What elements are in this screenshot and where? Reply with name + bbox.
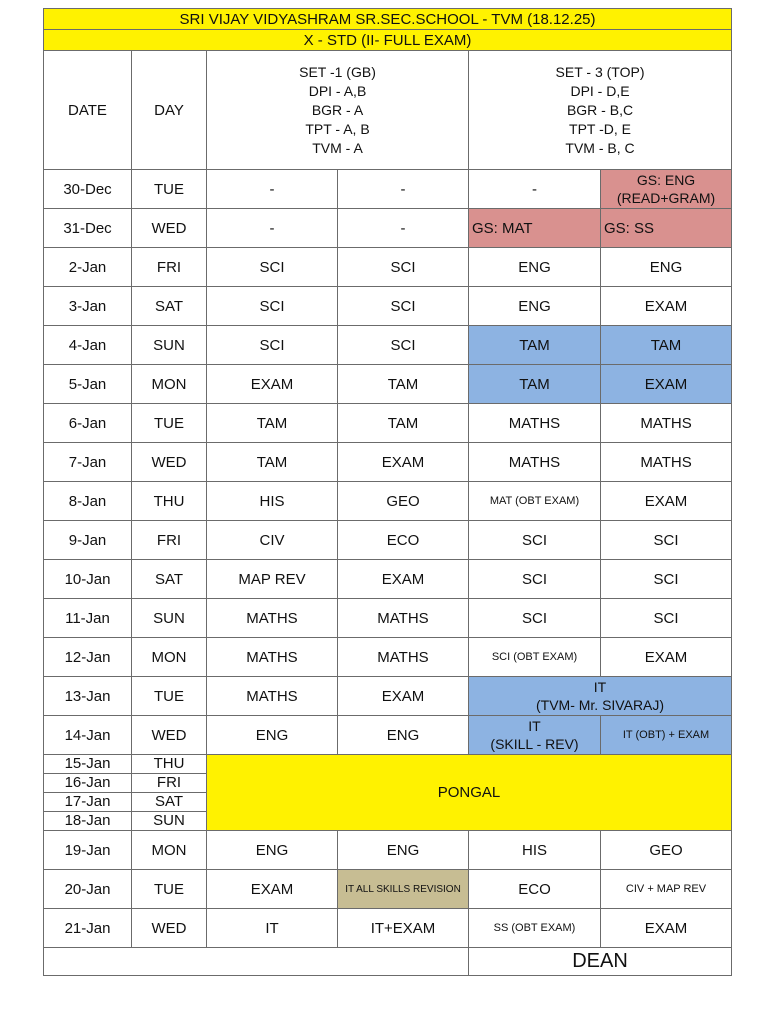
set1-cell: TAM bbox=[338, 404, 469, 443]
set3-cell: CIV + MAP REV bbox=[601, 870, 732, 909]
set1-cell: SCI bbox=[207, 287, 338, 326]
day-cell: TUE bbox=[132, 404, 207, 443]
day-cell: SUN bbox=[132, 599, 207, 638]
day-cell: WED bbox=[132, 443, 207, 482]
set3-cell-gs-ss: GS: SS bbox=[601, 209, 732, 248]
date-cell: 10-Jan bbox=[44, 560, 132, 599]
school-title: SRI VIJAY VIDYASHRAM SR.SEC.SCHOOL - TVM (18.12.25) bbox=[44, 9, 732, 30]
day-cell: FRI bbox=[132, 248, 207, 287]
set3-line: SET - 3 (TOP) bbox=[555, 63, 645, 80]
set1-cell: EXAM bbox=[338, 560, 469, 599]
set1-cell: EXAM bbox=[338, 443, 469, 482]
table-row bbox=[44, 365, 732, 404]
timetable-sheet bbox=[43, 8, 731, 976]
set3-line: TPT -D, E bbox=[569, 120, 631, 137]
date-cell: 14-Jan bbox=[44, 716, 132, 755]
day-cell: WED bbox=[132, 209, 207, 248]
set1-cell: MATHS bbox=[338, 599, 469, 638]
set1-cell: TAM bbox=[207, 404, 338, 443]
day-cell: THU bbox=[132, 755, 207, 774]
set1-cell: MATHS bbox=[207, 599, 338, 638]
day-cell: THU bbox=[132, 482, 207, 521]
set1-cell: MATHS bbox=[207, 677, 338, 716]
day-cell: MON bbox=[132, 831, 207, 870]
set3-cell: SCI bbox=[601, 599, 732, 638]
set1-cell: MAP REV bbox=[207, 560, 338, 599]
set1-cell: MATHS bbox=[338, 638, 469, 677]
date-cell: 18-Jan bbox=[44, 812, 132, 831]
table-row bbox=[44, 638, 732, 677]
set3-cell: MATHS bbox=[601, 443, 732, 482]
set1-cell: ENG bbox=[338, 831, 469, 870]
set3-cell: SCI bbox=[469, 599, 601, 638]
date-cell: 17-Jan bbox=[44, 793, 132, 812]
set1-cell-it-revision: IT ALL SKILLS REVISION bbox=[338, 870, 469, 909]
set1-cell: - bbox=[338, 170, 469, 209]
set3-cell: TAM bbox=[469, 326, 601, 365]
set1-header bbox=[207, 51, 469, 170]
set1-cell: SCI bbox=[338, 248, 469, 287]
table-row bbox=[44, 560, 732, 599]
set1-cell: SCI bbox=[338, 287, 469, 326]
day-header: DAY bbox=[132, 51, 207, 170]
table-row bbox=[44, 287, 732, 326]
set1-cell: TAM bbox=[207, 443, 338, 482]
set3-cell: ENG bbox=[601, 248, 732, 287]
set3-cell: GEO bbox=[601, 831, 732, 870]
set1-cell: CIV bbox=[207, 521, 338, 560]
date-cell: 20-Jan bbox=[44, 870, 132, 909]
set1-cell: EXAM bbox=[338, 677, 469, 716]
set3-cell: HIS bbox=[469, 831, 601, 870]
footer-blank bbox=[44, 948, 469, 976]
date-cell: 11-Jan bbox=[44, 599, 132, 638]
table-row bbox=[44, 482, 732, 521]
pongal-holiday-cell: PONGAL bbox=[207, 755, 732, 831]
set3-cell: EXAM bbox=[601, 365, 732, 404]
table-row bbox=[44, 326, 732, 365]
set3-cell: IT (OBT) + EXAM bbox=[601, 716, 732, 755]
day-cell: FRI bbox=[132, 521, 207, 560]
set3-cell: EXAM bbox=[601, 287, 732, 326]
exam-subtitle: X - STD (II- FULL EXAM) bbox=[44, 30, 732, 51]
date-cell: 4-Jan bbox=[44, 326, 132, 365]
set1-cell: SCI bbox=[338, 326, 469, 365]
set1-cell: MATHS bbox=[207, 638, 338, 677]
set1-line: TVM - A bbox=[312, 139, 363, 156]
set3-cell: MATHS bbox=[601, 404, 732, 443]
table-row bbox=[44, 170, 732, 209]
set3-cell: MATHS bbox=[469, 404, 601, 443]
date-cell: 3-Jan bbox=[44, 287, 132, 326]
set1-cell: EXAM bbox=[207, 365, 338, 404]
set3-cell: TAM bbox=[469, 365, 601, 404]
cell-line: (TVM- Mr. SIVARAJ) bbox=[535, 697, 665, 713]
date-cell: 9-Jan bbox=[44, 521, 132, 560]
date-cell: 5-Jan bbox=[44, 365, 132, 404]
day-cell: TUE bbox=[132, 870, 207, 909]
day-cell: TUE bbox=[132, 677, 207, 716]
set1-cell: GEO bbox=[338, 482, 469, 521]
table-row bbox=[44, 404, 732, 443]
set3-cell: SCI bbox=[469, 560, 601, 599]
set3-cell: SCI bbox=[601, 560, 732, 599]
set1-line: TPT - A, B bbox=[305, 120, 370, 137]
set1-cell: ENG bbox=[338, 716, 469, 755]
set1-cell: EXAM bbox=[207, 870, 338, 909]
day-cell: SUN bbox=[132, 812, 207, 831]
set3-cell: EXAM bbox=[601, 909, 732, 948]
set3-cell: EXAM bbox=[601, 482, 732, 521]
table-row bbox=[44, 599, 732, 638]
set3-cell: SS (OBT EXAM) bbox=[469, 909, 601, 948]
cell-line: IT bbox=[593, 679, 607, 695]
set3-cell: SCI bbox=[601, 521, 732, 560]
cell-line: (READ+GRAM) bbox=[616, 190, 716, 206]
date-cell: 6-Jan bbox=[44, 404, 132, 443]
set1-cell: SCI bbox=[207, 326, 338, 365]
table-row bbox=[44, 755, 732, 774]
set3-line: BGR - B,C bbox=[566, 101, 634, 118]
date-cell: 7-Jan bbox=[44, 443, 132, 482]
set1-cell: ENG bbox=[207, 716, 338, 755]
date-cell: 31-Dec bbox=[44, 209, 132, 248]
cell-line: GS: ENG bbox=[636, 172, 696, 188]
date-cell: 8-Jan bbox=[44, 482, 132, 521]
set3-cell: TAM bbox=[601, 326, 732, 365]
date-cell: 16-Jan bbox=[44, 774, 132, 793]
date-cell: 19-Jan bbox=[44, 831, 132, 870]
set1-line: BGR - A bbox=[311, 101, 364, 118]
day-cell: SUN bbox=[132, 326, 207, 365]
exam-timetable bbox=[43, 8, 732, 976]
table-row bbox=[44, 831, 732, 870]
set1-cell: TAM bbox=[338, 365, 469, 404]
set1-cell: ECO bbox=[338, 521, 469, 560]
day-cell: MON bbox=[132, 638, 207, 677]
set1-cell: - bbox=[338, 209, 469, 248]
day-cell: MON bbox=[132, 365, 207, 404]
date-cell: 13-Jan bbox=[44, 677, 132, 716]
set3-header bbox=[469, 51, 732, 170]
set1-cell: ENG bbox=[207, 831, 338, 870]
date-cell: 12-Jan bbox=[44, 638, 132, 677]
table-row bbox=[44, 716, 732, 755]
set3-cell: EXAM bbox=[601, 638, 732, 677]
set3-cell: MAT (OBT EXAM) bbox=[469, 482, 601, 521]
set1-line: SET -1 (GB) bbox=[299, 63, 376, 80]
date-header: DATE bbox=[44, 51, 132, 170]
table-row bbox=[44, 677, 732, 716]
date-cell: 2-Jan bbox=[44, 248, 132, 287]
set3-cell: SCI (OBT EXAM) bbox=[469, 638, 601, 677]
cell-line: (SKILL - REV) bbox=[490, 736, 579, 752]
table-row bbox=[44, 909, 732, 948]
set1-cell: SCI bbox=[207, 248, 338, 287]
set1-cell: HIS bbox=[207, 482, 338, 521]
set3-line: DPI - D,E bbox=[570, 82, 630, 99]
set3-cell: ENG bbox=[469, 287, 601, 326]
day-cell: FRI bbox=[132, 774, 207, 793]
date-cell: 30-Dec bbox=[44, 170, 132, 209]
table-row bbox=[44, 870, 732, 909]
table-row bbox=[44, 248, 732, 287]
dean-signature-label: DEAN bbox=[469, 948, 732, 976]
table-row bbox=[44, 443, 732, 482]
set3-cell: - bbox=[469, 170, 601, 209]
set1-cell: - bbox=[207, 170, 338, 209]
set3-cell: SCI bbox=[469, 521, 601, 560]
set3-cell-it-skill bbox=[469, 716, 601, 755]
set3-cell-gs-eng bbox=[601, 170, 732, 209]
set1-cell: IT+EXAM bbox=[338, 909, 469, 948]
cell-line: IT bbox=[528, 718, 541, 734]
table-row bbox=[44, 209, 732, 248]
set1-cell: IT bbox=[207, 909, 338, 948]
set1-cell: - bbox=[207, 209, 338, 248]
set3-cell: MATHS bbox=[469, 443, 601, 482]
set3-cell: ENG bbox=[469, 248, 601, 287]
date-cell: 15-Jan bbox=[44, 755, 132, 774]
table-row bbox=[44, 521, 732, 560]
set3-line: TVM - B, C bbox=[565, 139, 635, 156]
set3-cell: ECO bbox=[469, 870, 601, 909]
day-cell: SAT bbox=[132, 793, 207, 812]
day-cell: WED bbox=[132, 909, 207, 948]
day-cell: SAT bbox=[132, 287, 207, 326]
set3-merged-it-cell bbox=[469, 677, 732, 716]
date-cell: 21-Jan bbox=[44, 909, 132, 948]
set1-line: DPI - A,B bbox=[308, 82, 367, 99]
day-cell: TUE bbox=[132, 170, 207, 209]
day-cell: WED bbox=[132, 716, 207, 755]
day-cell: SAT bbox=[132, 560, 207, 599]
set3-cell-gs-mat: GS: MAT bbox=[469, 209, 601, 248]
